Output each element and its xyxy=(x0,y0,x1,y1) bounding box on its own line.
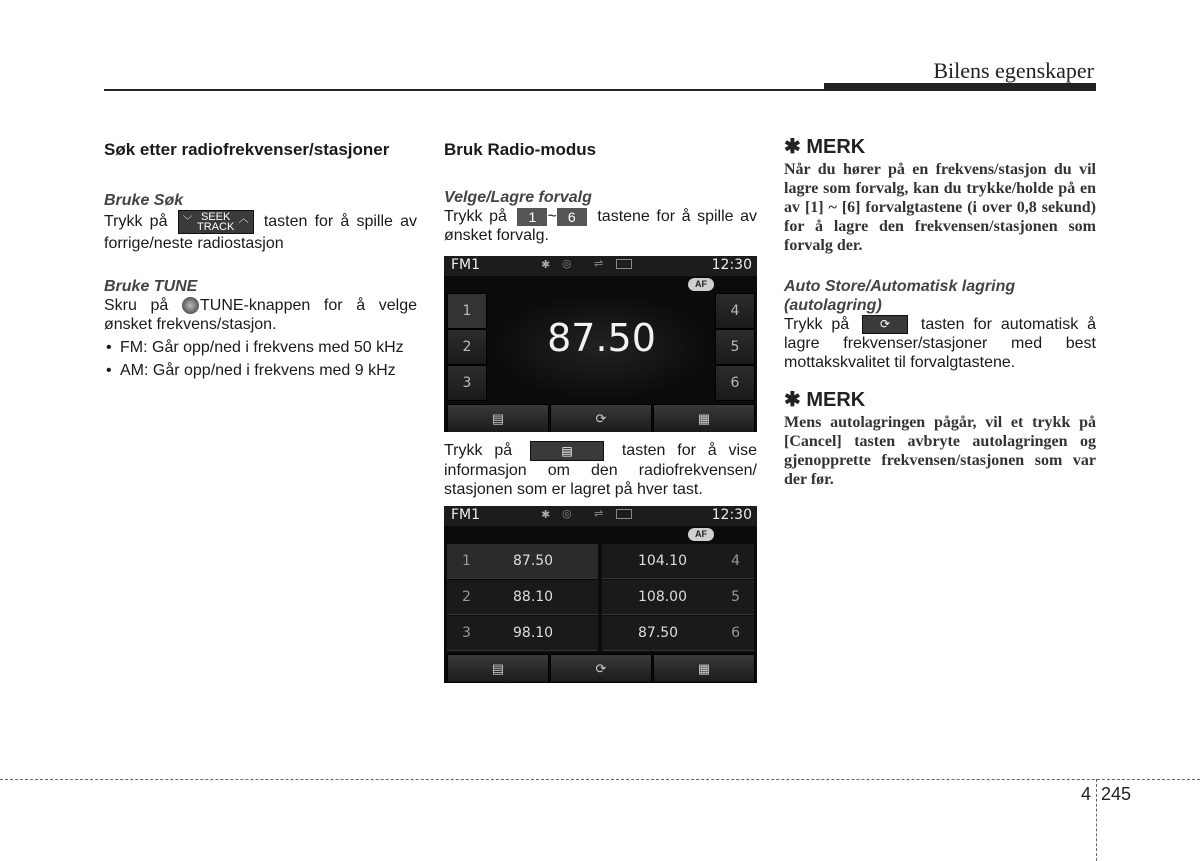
status-bar xyxy=(444,506,757,526)
af-badge: AF xyxy=(688,278,714,291)
autostore-paragraph xyxy=(784,315,1096,372)
page-header-title: Bilens egenskaper xyxy=(933,58,1094,83)
asterisk-icon: ✱ xyxy=(784,136,807,158)
radio-screen-main xyxy=(444,256,757,432)
autostore-key-icon: ⟳ xyxy=(862,315,908,334)
preset-number: 2 xyxy=(462,589,471,605)
bluetooth-icon: ✱ xyxy=(541,258,551,271)
preset-button[interactable]: 4 xyxy=(715,293,755,329)
text: Trykk på xyxy=(444,442,513,460)
usb-icon: ⇌ xyxy=(594,257,604,270)
chevron-down-icon: ﹀ xyxy=(182,216,193,227)
autostore-button[interactable] xyxy=(550,654,652,683)
preset-6-button: 6 xyxy=(557,208,587,226)
section-heading: Søk etter radiofrekvenser/stasjoner xyxy=(104,140,390,159)
preset-number: 5 xyxy=(731,589,740,605)
subheading-tune: Bruke TUNE xyxy=(104,278,198,295)
status-bar xyxy=(444,256,757,276)
text: TUNE-knappen for å velge ønsket frekvens/stasjon. xyxy=(104,297,417,333)
preset-button[interactable]: 6 xyxy=(715,365,755,401)
preset-button[interactable]: 2 xyxy=(447,329,487,365)
menu-button[interactable] xyxy=(653,404,755,432)
column-left xyxy=(104,140,417,384)
radio-autostore-icon: ⟳ xyxy=(595,411,607,426)
tilde: ~ xyxy=(547,208,557,225)
preset-frequency: 98.10 xyxy=(513,625,554,641)
radio-autostore-icon: ⟳ xyxy=(595,661,607,676)
bluetooth-icon: ✱ xyxy=(541,508,551,521)
note-heading: ✱ MERK xyxy=(784,136,866,158)
radio-list-icon: ▤ xyxy=(491,661,505,676)
bullet-list xyxy=(104,338,417,380)
text: Trykk på xyxy=(444,208,507,225)
column-middle xyxy=(444,140,757,245)
info-key-icon: ▤ xyxy=(530,441,604,461)
preset-frequency: 104.10 xyxy=(638,553,687,569)
footer-divider xyxy=(1096,779,1097,861)
preset-button[interactable]: 3 xyxy=(447,365,487,401)
info-button[interactable] xyxy=(447,654,549,683)
preset-paragraph xyxy=(444,207,757,245)
usb-icon: ⇌ xyxy=(594,507,604,520)
list-item: • FM: Går opp/ned i frekvens med 50 kHz xyxy=(104,338,417,357)
preset-number: 1 xyxy=(462,553,471,569)
band-label: FM1 xyxy=(451,257,481,273)
info-paragraph-block xyxy=(444,441,757,499)
text: Trykk på xyxy=(784,316,850,333)
autostore-button[interactable] xyxy=(550,404,652,432)
text: Skru på xyxy=(104,297,169,314)
preset-frequency: 87.50 xyxy=(513,553,554,569)
subheading-search: Bruke Søk xyxy=(104,192,184,209)
track-label: TRACK xyxy=(197,221,235,233)
chapter-number: 4 xyxy=(1081,784,1092,804)
tune-paragraph xyxy=(104,296,417,334)
note-heading: ✱ MERK xyxy=(784,389,866,412)
battery-icon xyxy=(616,509,632,519)
search-paragraph xyxy=(104,210,417,253)
preset-row[interactable] xyxy=(447,580,598,615)
preset-button[interactable]: 5 xyxy=(715,329,755,365)
page-number: 245 xyxy=(1101,784,1132,804)
text: tastene for å spille av ønsket forvalg. xyxy=(444,208,757,244)
text: tasten for å vise informasjon om den radiofrekvensen/ stasjonen som er lagret på hver tast. xyxy=(444,442,757,498)
preset-row[interactable] xyxy=(447,544,598,579)
disc-icon: ◎ xyxy=(562,257,572,270)
preset-number: 6 xyxy=(731,625,740,641)
note-body: Når du hører på en frekvens/stasjon du vil lagre som forvalg, kan du trykke/holde på en av [1] ~ [6] forvalgtastene (i over 0,8 sekund) for å lagre den frekvensen/stasjonen som forvalg der. xyxy=(784,161,1096,254)
text: tasten for automatisk å lagre frekvenser/stasjoner med best mottakskvalitet til forvalgtastene. xyxy=(784,316,1096,372)
battery-icon xyxy=(616,259,632,269)
preset-number: 3 xyxy=(462,625,471,641)
seek-track-button xyxy=(178,210,254,234)
header-rule xyxy=(104,89,824,91)
preset-button[interactable]: 1 xyxy=(447,293,487,329)
footer-rule xyxy=(0,779,1200,780)
note-body: Mens autolagringen pågår, vil et trykk på [Cancel] tasten avbryte autolagringen og gjenopprette frekvensen/stasjonen som var der før. xyxy=(784,414,1096,489)
header-rule-thick xyxy=(824,83,1096,91)
radio-screen-list xyxy=(444,506,757,683)
preset-frequency: 87.50 xyxy=(638,625,679,641)
preset-row[interactable] xyxy=(602,616,754,651)
subheading-autostore: Auto Store/Automatisk lagring (autolagring) xyxy=(784,278,1016,314)
column-right xyxy=(784,138,1096,489)
preset-row[interactable] xyxy=(447,616,598,651)
info-paragraph xyxy=(444,441,757,499)
frequency-display: 87.50 xyxy=(547,316,656,360)
list-item: • AM: Går opp/ned i frekvens med 9 kHz xyxy=(104,361,417,380)
af-badge: AF xyxy=(688,528,714,541)
preset-row[interactable] xyxy=(602,580,754,615)
menu-button[interactable] xyxy=(653,654,755,683)
menu-grid-icon: ▦ xyxy=(697,411,711,426)
band-label: FM1 xyxy=(451,507,481,523)
preset-frequency: 108.00 xyxy=(638,589,687,605)
preset-row[interactable] xyxy=(602,544,754,579)
disc-icon: ◎ xyxy=(562,507,572,520)
info-button[interactable] xyxy=(447,404,549,432)
tune-knob-icon xyxy=(182,297,199,314)
radio-list-icon: ▤ xyxy=(491,411,505,426)
menu-grid-icon: ▦ xyxy=(697,661,711,676)
section-heading: Bruk Radio-modus xyxy=(444,140,597,159)
preset-frequency: 88.10 xyxy=(513,589,554,605)
clock: 12:30 xyxy=(711,257,752,273)
asterisk-icon: ✱ xyxy=(784,389,807,412)
seek-label: SEEK xyxy=(200,211,231,223)
text: tasten for å spille av forrige/neste radiostasjon xyxy=(104,213,418,252)
text: Trykk på xyxy=(104,213,168,231)
preset-1-button: 1 xyxy=(517,208,547,226)
clock: 12:30 xyxy=(711,507,752,523)
preset-number: 4 xyxy=(731,553,740,569)
subheading-preset: Velge/Lagre forvalg xyxy=(444,189,592,206)
chevron-up-icon: ︿ xyxy=(238,214,249,225)
